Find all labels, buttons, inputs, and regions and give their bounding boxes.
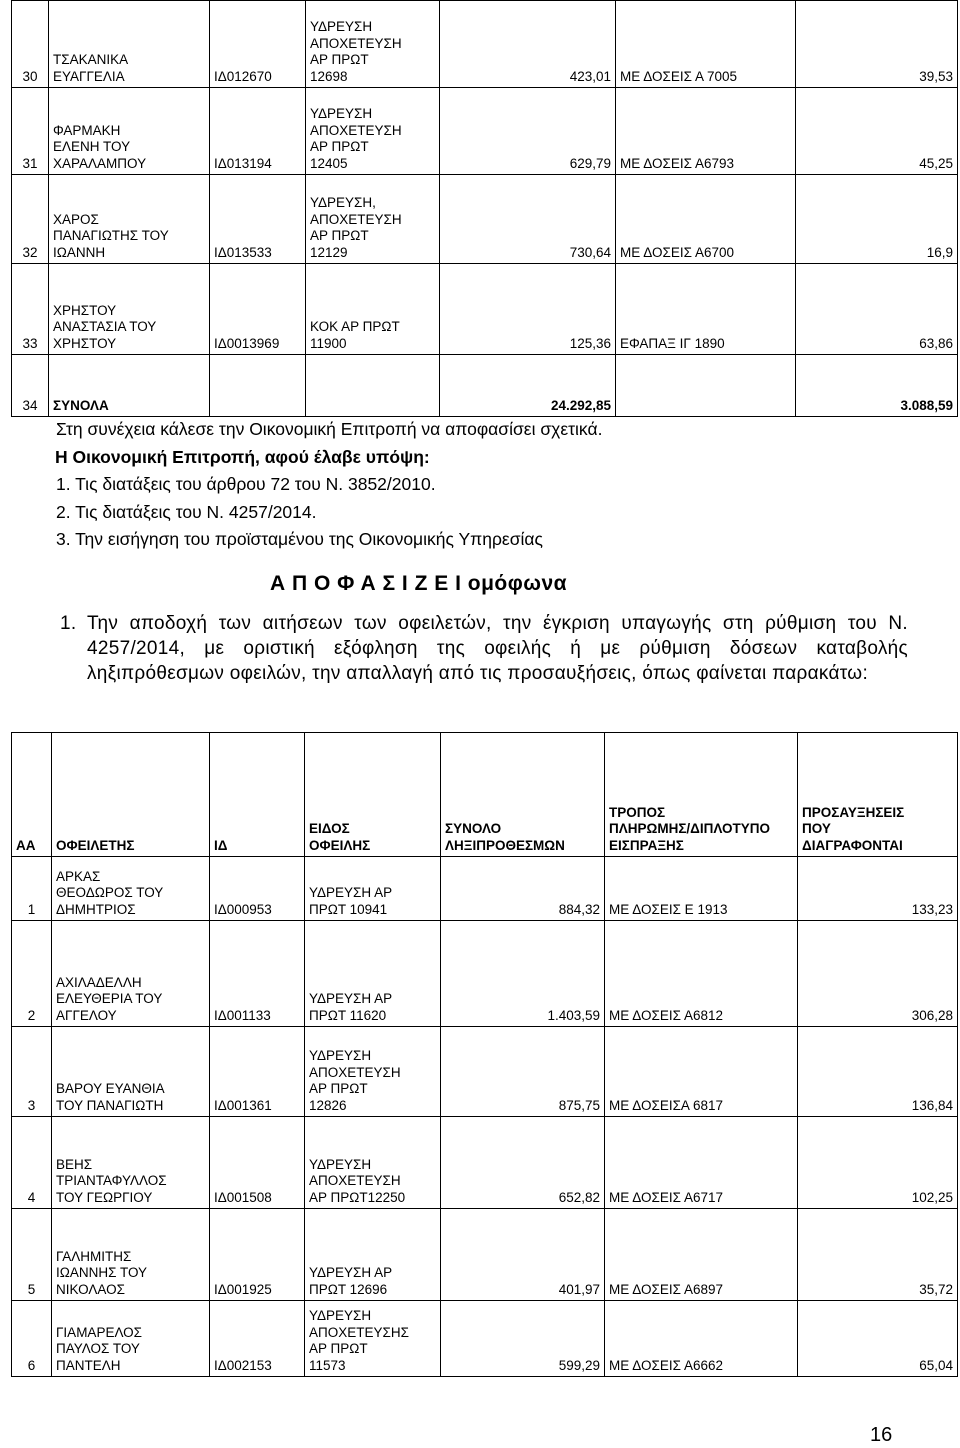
surcharge-amount: 39,53	[796, 1, 958, 88]
row-number: 4	[12, 1117, 52, 1209]
payment-method: ΜΕ ΔΟΣΕΙΣ Α6700	[616, 175, 796, 264]
surcharge-amount: 306,28	[798, 921, 958, 1027]
payment-method: ΕΦΑΠΑΞ ΙΓ 1890	[616, 264, 796, 355]
debt-type: ΥΔΡΕΥΣΗ ΑΠΟΧΕΤΕΥΣΗ ΑΡ ΠΡΩΤ12250	[309, 1156, 406, 1205]
surcharge-amount: 102,25	[798, 1117, 958, 1209]
debt-type: ΥΔΡΕΥΣΗ ΑΡ ΠΡΩΤ 11620	[309, 991, 393, 1023]
row-number: 34	[12, 355, 49, 417]
consideration-1: 1. Τις διατάξεις του άρθρου 72 του Ν. 3852/2010.	[56, 474, 436, 494]
debtor-name: ΒΑΡΟΥ ΕΥΑΝΘΙΑ ΤΟΥ ΠΑΝΑΓΙΩΤΗ	[56, 1081, 165, 1113]
totals-label: ΣΥΝΟΛΑ	[49, 355, 210, 417]
header-total: ΣΥΝΟΛΟ ΛΗΞΙΠΡΟΘΕΣΜΩΝ	[445, 821, 565, 853]
debtor-name: ΧΡΗΣΤΟΥ ΑΝΑΣΤΑΣΙΑ ΤΟΥ ΧΡΗΣΤΟΥ	[53, 302, 157, 351]
payment-method: ΜΕ ΔΟΣΕΙΣ Α6812	[605, 921, 798, 1027]
debtor-id: ΙΔ013194	[210, 88, 306, 175]
debtor-name: ΤΣΑΚΑΝΙΚΑ ΕΥΑΓΓΕΛΙΑ	[53, 52, 129, 84]
table-row	[12, 264, 958, 355]
row-number: 31	[12, 88, 49, 175]
debt-amount: 875,75	[441, 1027, 605, 1117]
surcharge-amount: 133,23	[798, 857, 958, 921]
table-row	[12, 1, 958, 88]
row-number: 33	[12, 264, 49, 355]
debtor-id: ΙΔ001925	[210, 1209, 305, 1301]
debtor-id: ΙΔ0013969	[210, 264, 306, 355]
header-aa: ΑΑ	[12, 733, 52, 857]
payment-method: ΜΕ ΔΟΣΕΙΣ Α6897	[605, 1209, 798, 1301]
surcharge-amount: 35,72	[798, 1209, 958, 1301]
payment-method: ΜΕ ΔΟΣΕΙΣ Α6793	[616, 88, 796, 175]
row-number: 2	[12, 921, 52, 1027]
debt-amount: 652,82	[441, 1117, 605, 1209]
table-row	[12, 857, 958, 921]
table-header	[12, 733, 958, 857]
consideration-2: 2. Τις διατάξεις του Ν. 4257/2014.	[56, 502, 317, 522]
debt-amount: 884,32	[441, 857, 605, 921]
debtor-id: ΙΔ001361	[210, 1027, 305, 1117]
debtors-table	[11, 732, 958, 1377]
decision-text: Την αποδοχή των αιτήσεων των οφειλετών, την έγκριση υπαγωγής στη ρύθμιση του Ν. 4257/2014, με οριστική εξόφληση της οφειλής ή με ρύθμιση δόσεων καταβολής ληξιπρόθεσμων οφειλών, την απαλλαγή από τις προσαυξήσεις, όπως φαίνεται παρακάτω:	[87, 613, 908, 684]
surcharge-amount: 16,9	[796, 175, 958, 264]
payment-method: ΜΕ ΔΟΣΕΙΣ Α6717	[605, 1117, 798, 1209]
debtor-id: ΙΔ001508	[210, 1117, 305, 1209]
debtors-table-continued	[11, 0, 958, 417]
payment-method: ΜΕ ΔΟΣΕΙΣ Ε 1913	[605, 857, 798, 921]
debtor-name: ΑΧΙΛΑΔΕΛΛΗ ΕΛΕΥΘΕΡΙΑ ΤΟΥ ΑΓΓΕΛΟΥ	[56, 974, 163, 1023]
surcharge-amount: 45,25	[796, 88, 958, 175]
debtor-name: ΦΑΡΜΑΚΗ ΕΛΕΝΗ ΤΟΥ ΧΑΡΑΛΑΜΠΟΥ	[53, 122, 147, 171]
debt-amount: 401,97	[441, 1209, 605, 1301]
table-row	[12, 1027, 958, 1117]
debtor-id: ΙΔ013533	[210, 175, 306, 264]
header-surcharge: ΠΡΟΣΑΥΞΗΣΕΙΣ ΠΟΥ ΔΙΑΓΡΑΦΟΝΤΑΙ	[802, 804, 905, 853]
page-number: 16	[870, 1424, 893, 1446]
payment-method: ΜΕ ΔΟΣΕΙΣ Α6662	[605, 1301, 798, 1377]
debt-type: ΥΔΡΕΥΣΗ, ΑΠΟΧΕΤΕΥΣΗ ΑΡ ΠΡΩΤ 12129	[310, 195, 402, 260]
debtor-id: ΙΔ000953	[210, 857, 305, 921]
payment-method: ΜΕ ΔΟΣΕΙΣΑ 6817	[605, 1027, 798, 1117]
debtor-name: ΧΑΡΟΣ ΠΑΝΑΓΙΩΤΗΣ ΤΟΥ ΙΩΑΝΝΗ	[53, 211, 169, 260]
debt-amount: 730,64	[440, 175, 616, 264]
intro-sentence: Στη συνέχεια κάλεσε την Οικονομική Επιτροπή να αποφασίσει σχετικά.	[56, 419, 603, 439]
debt-type: ΥΔΡΕΥΣΗ ΑΡ ΠΡΩΤ 12696	[309, 1265, 393, 1297]
table-row	[12, 1301, 958, 1377]
debtor-name: ΓΑΛΗΜΙΤΗΣ ΙΩΑΝΝΗΣ ΤΟΥ ΝΙΚΟΛΑΟΣ	[56, 1248, 148, 1297]
surcharge-amount: 63,86	[796, 264, 958, 355]
debt-amount: 629,79	[440, 88, 616, 175]
totals-surcharge: 3.088,59	[796, 355, 958, 417]
debtor-name: ΓΙΑΜΑΡΕΛΟΣ ΠΑΥΛΟΣ ΤΟΥ ΠΑΝΤΕΛΗ	[56, 1324, 143, 1373]
decision-paragraph	[62, 611, 908, 686]
table-row	[12, 175, 958, 264]
header-id: ΙΔ	[210, 733, 305, 857]
row-number: 6	[12, 1301, 52, 1377]
debtor-name: ΑΡΚΑΣ ΘΕΟΔΩΡΟΣ ΤΟΥ ΔΗΜΗΤΡΙΟΣ	[56, 868, 164, 917]
table-row	[12, 921, 958, 1027]
surcharge-amount: 136,84	[798, 1027, 958, 1117]
debtor-id: ΙΔ002153	[210, 1301, 305, 1377]
debt-amount: 423,01	[440, 1, 616, 88]
debtor-id: ΙΔ012670	[210, 1, 306, 88]
decision-number: 1.	[60, 613, 77, 634]
debt-type: ΥΔΡΕΥΣΗ ΑΠΟΧΕΤΕΥΣΗΣ ΑΡ ΠΡΩΤ 11573	[309, 1308, 409, 1373]
consideration-3: 3. Την εισήγηση του προϊσταμένου της Οικονομικής Υπηρεσίας	[56, 529, 543, 549]
table-row	[12, 88, 958, 175]
decision-heading: Α Π Ο Φ Α Σ Ι Ζ Ε Ι ομόφωνα	[270, 572, 568, 595]
header-debtor: ΟΦΕΙΛΕΤΗΣ	[52, 733, 210, 857]
table-row	[12, 1117, 958, 1209]
table-row	[12, 1209, 958, 1301]
totals-row	[12, 355, 958, 417]
debtor-id: ΙΔ001133	[210, 921, 305, 1027]
committee-heading: Η Οικονομική Επιτροπή, αφού έλαβε υπόψη:	[55, 447, 430, 467]
debt-amount: 1.403,59	[441, 921, 605, 1027]
debt-amount: 125,36	[440, 264, 616, 355]
payment-method: ΜΕ ΔΟΣΕΙΣ Α 7005	[616, 1, 796, 88]
debt-amount: 599,29	[441, 1301, 605, 1377]
row-number: 32	[12, 175, 49, 264]
debt-type: ΚΟΚ ΑΡ ΠΡΩΤ 11900	[310, 319, 400, 351]
debt-type: ΥΔΡΕΥΣΗ ΑΡ ΠΡΩΤ 10941	[309, 885, 393, 917]
surcharge-amount: 65,04	[798, 1301, 958, 1377]
row-number: 30	[12, 1, 49, 88]
debtor-name: ΒΕΗΣ ΤΡΙΑΝΤΑΦΥΛΛΟΣ ΤΟΥ ΓΕΩΡΓΙΟΥ	[56, 1156, 167, 1205]
debt-type: ΥΔΡΕΥΣΗ ΑΠΟΧΕΤΕΥΣΗ ΑΡ ΠΡΩΤ 12826	[309, 1048, 401, 1113]
debt-type: ΥΔΡΕΥΣΗ ΑΠΟΧΕΤΕΥΣΗ ΑΡ ΠΡΩΤ 12405	[310, 106, 402, 171]
row-number: 5	[12, 1209, 52, 1301]
header-method: ΤΡΟΠΟΣ ΠΛΗΡΩΜΗΣ/ΔΙΠΛΟΤΥΠΟ ΕΙΣΠΡΑΞΗΣ	[609, 804, 771, 853]
row-number: 3	[12, 1027, 52, 1117]
debt-type: ΥΔΡΕΥΣΗ ΑΠΟΧΕΤΕΥΣΗ ΑΡ ΠΡΩΤ 12698	[310, 19, 402, 84]
row-number: 1	[12, 857, 52, 921]
header-type: ΕΙΔΟΣ ΟΦΕΙΛΗΣ	[309, 821, 371, 853]
totals-amount: 24.292,85	[440, 355, 616, 417]
